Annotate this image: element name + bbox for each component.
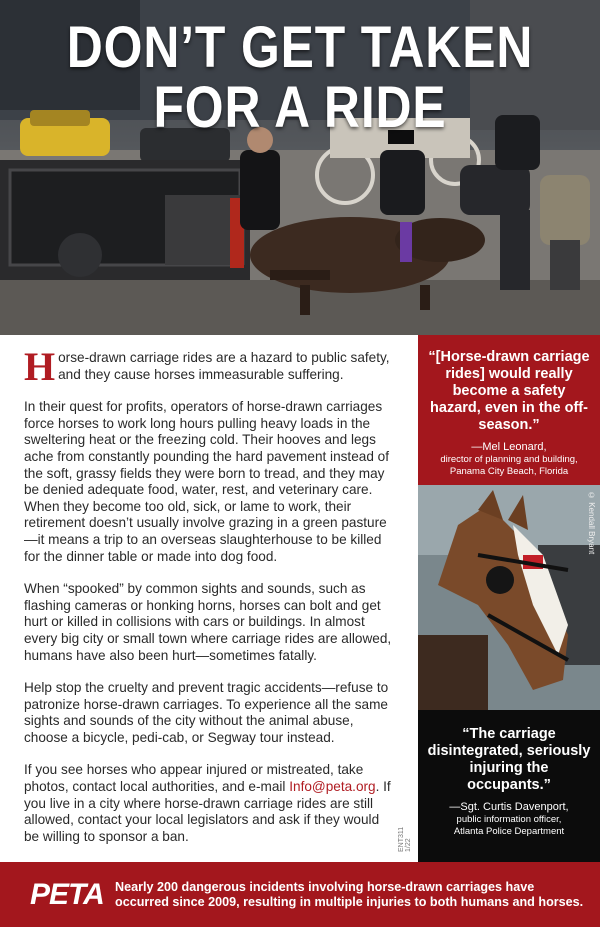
print-code: ENT311 1/22 xyxy=(398,826,412,852)
headline-line-1: DON’T GET TAKEN xyxy=(66,15,534,80)
footer-statistic: Nearly 200 dangerous incidents involving horse-drawn carriages have occurred since 2009, resulting in multiple injuries to both humans and horses. xyxy=(115,880,584,909)
hero-photo xyxy=(0,0,600,335)
quote-box-davenport xyxy=(418,710,600,862)
quote-box-leonard xyxy=(418,335,600,485)
quote-title-line-2: Panama City Beach, Florida xyxy=(449,466,569,477)
body-copy xyxy=(24,344,394,861)
paragraph-spooked: When “spooked” by common sights and sounds, such as flashing cameras or honking horns, horses can bolt and get hurt or killed in collisions with cars or buildings. In almost every big city or small town where carriage rides are allowed, humans have also been hurt—sometimes fatally. xyxy=(24,581,392,663)
paragraph-contact xyxy=(24,762,394,845)
quote-attribution: —Sgt. Curtis Davenport, xyxy=(449,801,569,813)
quote-text: “[Horse-drawn carriage rides] would really become a safety hazard, even in the off-season.” xyxy=(428,349,590,433)
quote-title-line-2: Atlanta Police Department xyxy=(453,826,565,837)
quote-attribution: —Mel Leonard, xyxy=(471,441,547,453)
intro-paragraph xyxy=(24,344,394,389)
headline-line-2: FOR A RIDE xyxy=(153,75,447,140)
peta-logo: PETA xyxy=(30,878,104,911)
photo-credit: © Kendall Bryant xyxy=(587,491,596,555)
paragraph-help: Help stop the cruelty and prevent tragic accidents—refuse to patronize horse-drawn carriages. To experience all the same sights and sounds of the city without the animal abuse, choose a bicycle, pedi-cab, or Segway tour instead. xyxy=(24,680,389,745)
carriage-horse-image xyxy=(418,485,600,710)
intro-text: orse-drawn carriage rides are a hazard to public safety, and they cause horses immeasurable suffering. xyxy=(58,350,390,382)
footer-banner xyxy=(0,862,600,927)
email-link[interactable]: Info@peta.org xyxy=(289,779,376,795)
quote-text: “The carriage disintegrated, seriously injuring the occupants.” xyxy=(427,726,591,793)
quote-title-line-1: public information officer, xyxy=(456,814,562,825)
dropcap-letter: H xyxy=(24,344,56,389)
horse-headshot-photo xyxy=(418,485,600,710)
headline xyxy=(42,15,558,140)
quote-title-line-1: director of planning and building, xyxy=(440,454,578,465)
contact-text-before: If you see horses who appear injured or mistreated, take photos, contact local authorities, and e-mail xyxy=(24,762,364,795)
paragraph-profits: In their quest for profits, operators of horse-drawn carriages force horses to work long hours pulling heavy loads in the sweltering heat or the freezing cold. Their hooves and legs ache from constantly pounding the hard pavement instead of the soft, grassy fields they were born to tread, and they may be denied adequate food, water, rest, and veterinary care. When they become too old, sick, or lame to work, their retirement doesn’t usually involve grazing in a green pasture—it means a trip to an overseas slaughterhouse to be killed for the dinner table or made into dog food. xyxy=(24,399,390,564)
contact-text-after: . If you live in a city where horse-drawn carriage rides are still allowed, contact your local legislators and ask if they would be willing to sponsor a ban. xyxy=(24,779,391,844)
